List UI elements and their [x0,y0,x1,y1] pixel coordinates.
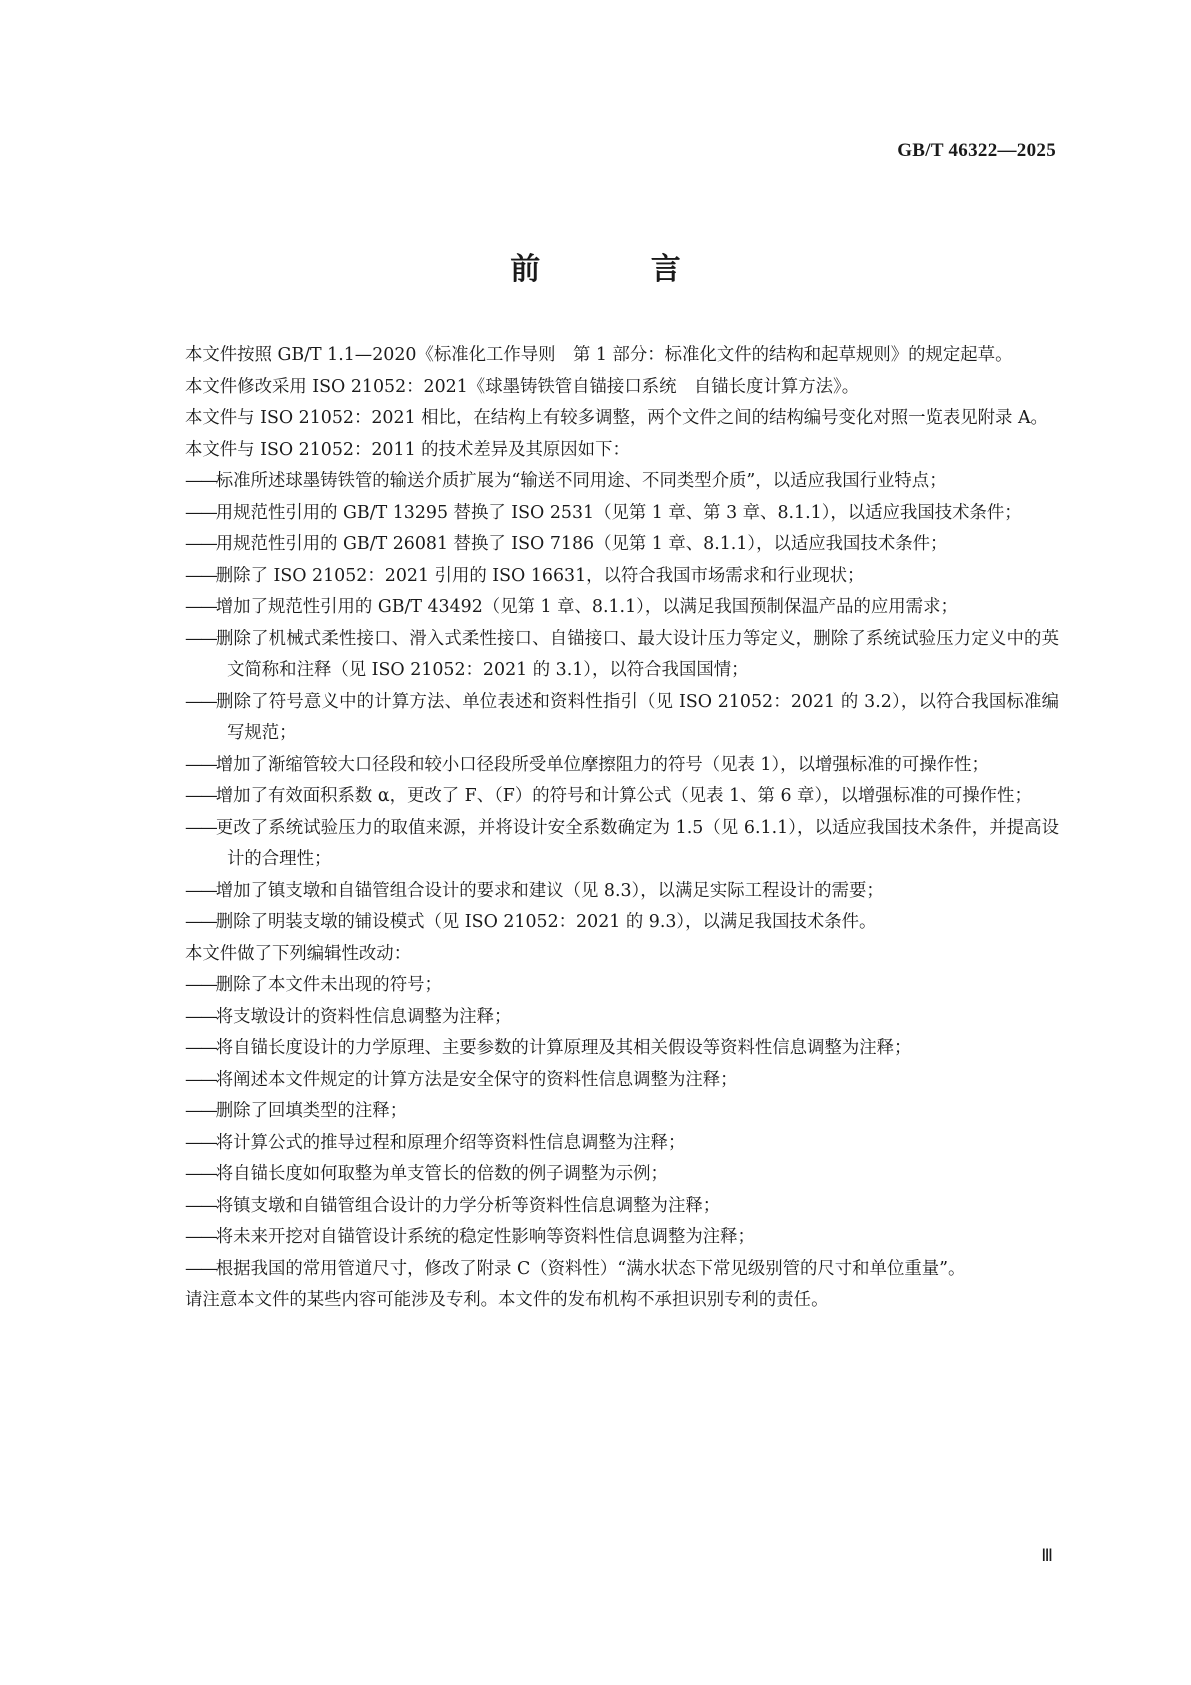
list-item [144,687,1059,750]
list-item [144,1191,1059,1223]
page-title: 前 言 [510,252,731,287]
list-item-text: 删除了符号意义中的计算方法、单位表述和资料性指引（见 ISO 21052：2021 的 3.2），以符合我国标准编写规范； [215,691,1059,743]
list-item-text: 将阐述本文件规定的计算方法是安全保守的资料性信息调整为注释； [215,1069,738,1090]
list-item-text: 增加了规范性引用的 GB/T 43492（见第 1 章、8.1.1），以满足我国预制保温产品的应用需求； [215,597,958,617]
paragraph-adoption: 本文件修改采用 ISO 21052：2021《球墨铸铁管自锚接口系统 自锚长度计算方法》。 [185,376,860,397]
list-item-text: 更改了系统试验压力的取值来源，并将设计安全系数确定为 1.5（见 6.1.1），以适应我国技术条件，并提高设计的合理性； [215,817,1059,869]
dash-marker: —— [185,1227,216,1247]
paragraph-tech-diff-intro: 本文件与 ISO 21052：2011 的技术差异及其原因如下： [185,439,630,460]
list-item-text: 将支墩设计的资料性信息调整为注释； [215,1006,512,1027]
list-item-text: 增加了镇支墩和自锚管组合设计的要求和建议（见 8.3），以满足实际工程设计的需要； [215,880,884,901]
list-item-text: 将自锚长度设计的力学原理、主要参数的计算原理及其相关假设等资料性信息调整为注释； [215,1038,912,1058]
list-item-text: 删除了明装支墩的铺设模式（见 ISO 21052：2021 的 9.3），以满足我国技术条件。 [215,912,877,932]
list-item-text: 删除了回填类型的注释； [215,1101,408,1121]
dash-marker: —— [185,628,216,649]
dash-marker: —— [185,1258,216,1279]
list-item-text: 用规范性引用的 GB/T 26081 替换了 ISO 7186（见第 1 章、8.1.1），以适应我国技术条件； [215,534,948,554]
dash-marker: —— [185,912,216,932]
list-item-text: 增加了渐缩管较大口径段和较小口径段所受单位摩擦阻力的符号（见表 1），以增强标准的可操作性； [215,754,989,775]
list-item [144,1222,1059,1254]
paragraph-structure: 本文件与 ISO 21052：2021 相比，在结构上有较多调整，两个文件之间的结构编号变化对照一览表见附录 A。 [185,408,1048,428]
dash-marker: —— [185,1132,216,1153]
editorial-changes-list [144,970,1059,1285]
dash-marker: —— [185,597,216,617]
list-item [144,1065,1059,1097]
dash-marker: —— [185,565,216,586]
list-item [144,876,1059,908]
dash-marker: —— [185,817,216,838]
list-item-text: 将计算公式的推导过程和原理介绍等资料性信息调整为注释； [215,1132,686,1153]
list-item [144,592,1059,624]
dash-marker: —— [185,534,216,554]
dash-marker: —— [185,1069,216,1090]
dash-marker: —— [185,754,216,775]
dash-marker: —— [185,786,216,806]
list-item [144,907,1059,939]
list-item [144,970,1059,1002]
list-item-text: 删除了本文件未出现的符号； [215,975,442,995]
dash-marker: —— [185,880,216,901]
list-item [144,498,1059,530]
list-item-text: 将未来开挖对自锚管设计系统的稳定性影响等资料性信息调整为注释； [215,1227,755,1247]
paragraph-editorial-intro: 本文件做了下列编辑性改动： [185,943,412,964]
list-item-text: 增加了有效面积系数 α，更改了 F、（F）的符号和计算公式（见表 1、第 6 章），以增强标准的可操作性； [215,786,1032,806]
list-item-text: 用规范性引用的 GB/T 13295 替换了 ISO 2531（见第 1 章、第 3 章、8.1.1），以适应我国技术条件； [215,502,1022,523]
dash-marker: —— [185,1164,216,1184]
list-item-text: 标准所述球墨铸铁管的输送介质扩展为“输送不同用途、不同类型介质”，以适应我国行业特点； [215,471,947,491]
list-item [144,1096,1059,1128]
list-item [144,781,1059,813]
list-item-text: 删除了机械式柔性接口、滑入式柔性接口、自锚接口、最大设计压力等定义，删除了系统试验压力定义中的英文简称和注释（见 ISO 21052：2021 的 3.1），以符合我国国情； [215,628,1059,680]
standard-number: GB/T 46322—2025 [897,140,1056,161]
dash-marker: —— [185,1006,216,1027]
list-item [144,561,1059,593]
list-item [144,466,1059,498]
list-item [144,813,1059,876]
list-item [144,529,1059,561]
dash-marker: —— [185,1195,216,1216]
dash-marker: —— [185,471,216,491]
dash-marker: —— [185,1101,216,1121]
list-item [144,624,1059,687]
list-item [144,1002,1059,1034]
document-body [144,340,1059,1317]
list-item-text: 删除了 ISO 21052：2021 引用的 ISO 16631，以符合我国市场需求和行业现状； [215,565,865,586]
dash-marker: —— [185,1038,216,1058]
list-item [144,750,1059,782]
list-item [144,1033,1059,1065]
list-item [144,1128,1059,1160]
dash-marker: —— [185,691,216,712]
dash-marker: —— [185,975,216,995]
list-item-text: 将镇支墩和自锚管组合设计的力学分析等资料性信息调整为注释； [215,1195,721,1216]
page-number: Ⅲ [1041,1546,1053,1565]
list-item [144,1254,1059,1286]
list-item-text: 根据我国的常用管道尺寸，修改了附录 C（资料性）“满水状态下常见级别管的尺寸和单位重量”。 [215,1258,966,1279]
list-item [144,1159,1059,1191]
paragraph-patent-notice: 请注意本文件的某些内容可能涉及专利。本文件的发布机构不承担识别专利的责任。 [185,1290,829,1310]
dash-marker: —— [185,502,216,523]
paragraph-drafting-rules: 本文件按照 GB/T 1.1—2020《标准化工作导则 第 1 部分：标准化文件的结构和起草规则》的规定起草。 [185,345,1013,365]
list-item-text: 将自锚长度如何取整为单支管长的倍数的例子调整为示例； [215,1164,668,1184]
technical-differences-list [144,466,1059,939]
